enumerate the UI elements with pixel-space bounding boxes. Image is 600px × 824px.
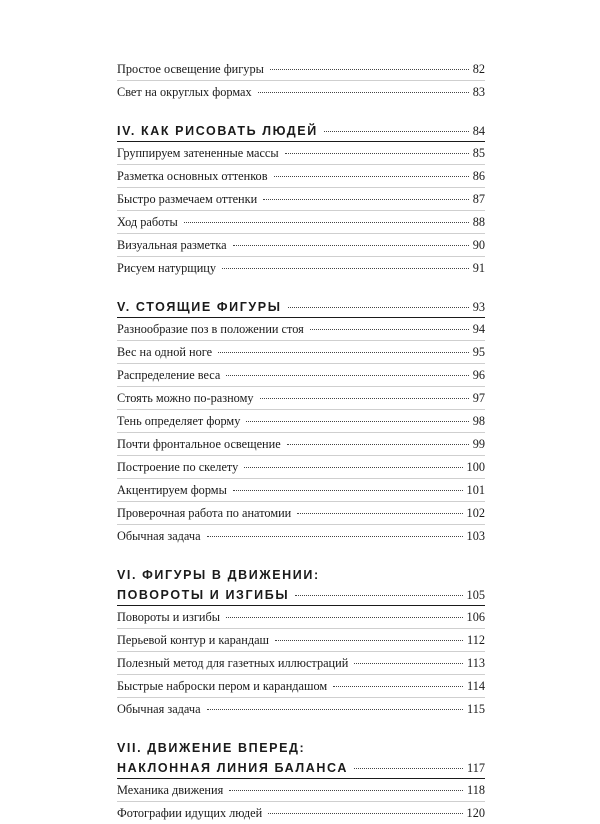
toc-entry-page-number: 86 xyxy=(472,169,485,183)
toc-entry xyxy=(117,387,485,410)
section-spacer xyxy=(117,279,485,291)
dot-leader xyxy=(207,709,463,710)
section-spacer xyxy=(117,720,485,732)
toc-entry-page-number: 114 xyxy=(467,679,485,693)
dot-leader xyxy=(297,513,462,514)
dot-leader xyxy=(287,444,469,445)
section-spacer xyxy=(117,103,485,115)
toc-entry-page-number: 85 xyxy=(472,146,485,160)
toc-entry xyxy=(117,81,485,103)
dot-leader xyxy=(258,92,469,93)
toc-entry-page-number: 101 xyxy=(466,483,485,497)
toc-entry-page-number: 99 xyxy=(472,437,485,451)
toc-entry-title: Разметка основных оттенков xyxy=(117,169,268,183)
toc-entry-page-number: 98 xyxy=(472,414,485,428)
chapter-title: V. СТОЯЩИЕ ФИГУРЫ xyxy=(117,300,282,314)
dot-leader xyxy=(288,307,469,308)
toc-entry-page-number: 90 xyxy=(472,238,485,252)
toc-entry-page-number: 100 xyxy=(466,460,485,474)
toc-entry-page-number: 96 xyxy=(472,368,485,382)
toc-entry-page-number: 120 xyxy=(466,806,485,820)
chapter-title-row xyxy=(117,297,485,317)
toc-entry-title: Перьевой контур и карандаш xyxy=(117,633,270,647)
toc-entry-title: Ход работы xyxy=(117,215,178,229)
chapter-page-number: 105 xyxy=(466,588,485,602)
chapter-title: НАКЛОННАЯ ЛИНИЯ БАЛАНСА xyxy=(117,761,348,775)
toc-entry xyxy=(117,779,485,802)
dot-leader xyxy=(354,768,463,769)
dot-leader xyxy=(270,69,469,70)
toc-entry xyxy=(117,257,485,279)
toc-entry-title: Проверочная работа по анатомии xyxy=(117,506,292,520)
chapter-heading xyxy=(117,565,485,606)
toc-entry-page-number: 82 xyxy=(472,62,485,76)
toc-entry xyxy=(117,364,485,387)
chapter-heading xyxy=(117,121,485,142)
toc-entry-title: Повороты и изгибы xyxy=(117,610,220,624)
chapter-title-line: VII. ДВИЖЕНИЕ ВПЕРЕД: xyxy=(117,741,306,755)
toc-entry-title: Простое освещение фигуры xyxy=(117,62,264,76)
toc-entry-title: Обычная задача xyxy=(117,702,201,716)
chapter-title: IV. КАК РИСОВАТЬ ЛЮДЕЙ xyxy=(117,124,318,138)
toc-entry-page-number: 97 xyxy=(472,391,485,405)
toc-entry-title: Стоять можно по-разному xyxy=(117,391,254,405)
dot-leader xyxy=(310,329,469,330)
chapter-page-number: 117 xyxy=(467,761,485,775)
dot-leader xyxy=(233,245,469,246)
toc-entry-page-number: 113 xyxy=(467,656,485,670)
toc-entry-title: Группируем затененные массы xyxy=(117,146,279,160)
toc-entry-title: Свет на округлых формах xyxy=(117,85,252,99)
toc-entry xyxy=(117,479,485,502)
toc-entry-page-number: 102 xyxy=(466,506,485,520)
toc-entry xyxy=(117,234,485,257)
dot-leader xyxy=(285,153,469,154)
dot-leader xyxy=(333,686,463,687)
toc-entry-title: Фотографии идущих людей xyxy=(117,806,263,820)
dot-leader xyxy=(263,199,469,200)
dot-leader xyxy=(222,268,469,269)
chapter-title: ПОВОРОТЫ И ИЗГИБЫ xyxy=(117,588,290,602)
toc-entry-page-number: 87 xyxy=(472,192,485,206)
toc-entry xyxy=(117,606,485,629)
chapter-page-number: 84 xyxy=(472,124,485,138)
toc-entry-title: Вес на одной ноге xyxy=(117,345,213,359)
dot-leader xyxy=(184,222,469,223)
toc-entry-page-number: 88 xyxy=(472,215,485,229)
dot-leader xyxy=(324,131,469,132)
toc-entry-title: Рисуем натурщицу xyxy=(117,261,217,275)
dot-leader xyxy=(268,813,462,814)
toc-entry-title: Почти фронтальное освещение xyxy=(117,437,281,451)
dot-leader xyxy=(246,421,468,422)
dot-leader xyxy=(260,398,469,399)
toc-entry xyxy=(117,502,485,525)
toc-entry xyxy=(117,433,485,456)
chapter-heading xyxy=(117,297,485,318)
toc-entry-page-number: 94 xyxy=(472,322,485,336)
dot-leader xyxy=(229,790,463,791)
dot-leader xyxy=(233,490,463,491)
dot-leader xyxy=(275,640,463,641)
toc-entry xyxy=(117,698,485,720)
toc-entry-title: Быстро размечаем оттенки xyxy=(117,192,258,206)
toc-entry-title: Обычная задача xyxy=(117,529,201,543)
toc-entry xyxy=(117,165,485,188)
chapter-title-row xyxy=(117,585,485,605)
dot-leader xyxy=(295,595,462,596)
toc-entry-page-number: 115 xyxy=(467,702,485,716)
toc-entry-page-number: 106 xyxy=(466,610,485,624)
toc-entry xyxy=(117,525,485,547)
toc-entry xyxy=(117,211,485,234)
toc-entry xyxy=(117,188,485,211)
table-of-contents xyxy=(117,58,485,824)
toc-entry-title: Тень определяет форму xyxy=(117,414,241,428)
dot-leader xyxy=(226,617,463,618)
dot-leader xyxy=(226,375,468,376)
chapter-heading xyxy=(117,738,485,779)
toc-entry-page-number: 95 xyxy=(472,345,485,359)
toc-entry xyxy=(117,341,485,364)
chapter-title-row xyxy=(117,121,485,141)
section-spacer xyxy=(117,547,485,559)
toc-entry-page-number: 83 xyxy=(472,85,485,99)
dot-leader xyxy=(244,467,462,468)
toc-entry-page-number: 91 xyxy=(472,261,485,275)
toc-entry-page-number: 112 xyxy=(467,633,485,647)
toc-entry-title: Построение по скелету xyxy=(117,460,239,474)
toc-entry xyxy=(117,802,485,824)
toc-entry xyxy=(117,410,485,433)
toc-entry xyxy=(117,58,485,81)
toc-entry xyxy=(117,142,485,165)
toc-entry-page-number: 118 xyxy=(467,783,485,797)
toc-entry-title: Разнообразие поз в положении стоя xyxy=(117,322,304,336)
toc-entry-page-number: 103 xyxy=(466,529,485,543)
dot-leader xyxy=(207,536,463,537)
toc-entry xyxy=(117,318,485,341)
toc-entry-title: Акцентируем формы xyxy=(117,483,227,497)
toc-entry-title: Полезный метод для газетных иллюстраций xyxy=(117,656,349,670)
dot-leader xyxy=(274,176,469,177)
toc-entry-title: Распределение веса xyxy=(117,368,221,382)
toc-entry xyxy=(117,675,485,698)
toc-entry xyxy=(117,629,485,652)
chapter-title-line: VI. ФИГУРЫ В ДВИЖЕНИИ: xyxy=(117,568,320,582)
chapter-page-number: 93 xyxy=(472,300,485,314)
toc-entry-title: Визуальная разметка xyxy=(117,238,227,252)
chapter-title-row xyxy=(117,758,485,778)
toc-entry-title: Механика движения xyxy=(117,783,224,797)
toc-entry xyxy=(117,456,485,479)
toc-entry xyxy=(117,652,485,675)
dot-leader xyxy=(354,663,463,664)
toc-entry-title: Быстрые наброски пером и карандашом xyxy=(117,679,328,693)
dot-leader xyxy=(218,352,469,353)
